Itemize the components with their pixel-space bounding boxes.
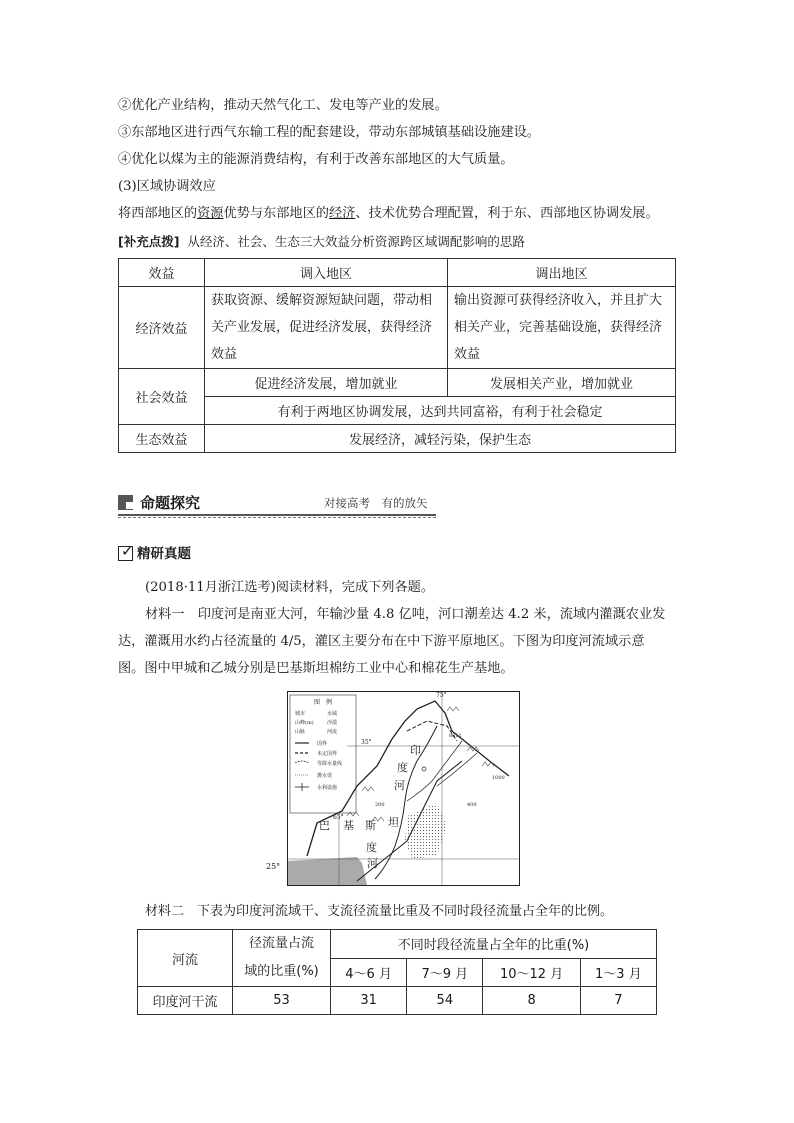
row-eco-label: 生态效益 [119,425,205,453]
th-river: 河流 [138,930,233,987]
section-heading [118,492,436,516]
cell-river: 印度河干流 [138,987,233,1015]
th-share-line1: 径流量占流 [248,936,314,951]
lon-75-label: 75° [436,692,447,699]
label-iso-1000: 1000 [492,775,505,781]
legend-border: 国界 [317,741,328,747]
th-period-3: 10～12 月 [483,958,580,987]
th-period-1: 4～6 月 [331,958,407,987]
label-he2: 河 [367,857,378,870]
cell-share: 53 [233,987,331,1015]
cell-jul-sep: 54 [407,987,483,1015]
legend-waterworks: 水利设施 [317,785,338,791]
text-line-3: ③东部地区进行西气东输工程的配套建设，带动东部城镇基础设施建设。 [118,125,540,140]
th-import-region: 调入地区 [205,259,448,287]
supplement-text: 从经济、社会、生态三大效益分析资源跨区域调配影响的思路 [187,234,525,249]
para-underline-resource: 资源 [197,206,224,221]
text-line-2: ②优化产业结构，推动天然气化工、发电等产业的发展。 [118,98,448,113]
legend-water: 水域 [327,711,338,717]
legend-mountain: 山脉 [295,729,306,735]
legend-title: 图 例 [313,699,333,706]
para-part-3: 、技术优势合理配置，利于东、西部地区协调发展。 [355,206,659,221]
label-ba: 巴 [319,819,330,832]
supplement-tag: [补充点拨] [118,234,180,249]
material1-line1: 材料一 印度河是南亚大河，年输沙量 4.8 亿吨，河口潮差达 4.2 米，流域内灌溉农业发 [145,607,666,622]
economic-export-cell: 输出资源可获得经济收入，并且扩大相关产业，完善基础设施，获得经济效益 [448,287,676,369]
question-intro: (2018·11月浙江选考)阅读材料，完成下列各题。 [145,580,435,595]
eco-common-cell: 发展经济，减轻污染，保护生态 [205,425,676,453]
social-common-cell: 有利于两地区协调发展，达到共同富裕，有利于社会稳定 [205,397,676,425]
th-period-group: 不同时段径流量占全年的比重(%) [331,930,657,959]
label-du: 度 [397,761,408,774]
label-si: 斯 [365,819,376,832]
paragraph-coordination [118,205,659,223]
label-yin: 印 [410,744,421,757]
legend-isohyet: 等降水量线 [317,761,343,767]
legend-canal: 灌水渠 [317,773,333,779]
indus-basin-map [287,691,520,886]
social-import-cell: 促进经济发展，增加就业 [205,369,448,397]
legend-desert: 沙漠 [327,720,338,726]
row-economic-label: 经济效益 [119,287,205,369]
legend-undetermined: 未定国界 [317,751,338,757]
material1-line3: 图。图中甲城和乙城分别是巴基斯坦棉纺工业中心和棉花生产基地。 [118,661,514,676]
subsection-title: 精研真题 [137,546,191,562]
lat-35-label: 35° [361,739,372,746]
label-iso-400: 400 [467,802,477,808]
map-sea [288,857,367,885]
label-he: 河 [394,779,405,792]
lat-25-label: 25° [266,862,281,871]
lon-65-label: 65° [333,814,344,821]
section-square-inner [126,502,133,509]
material2-text: 材料二 下表为印度河流域干、支流径流量比重及不同时段径流量占全年的比例。 [145,904,614,919]
label-du2: 度 [366,841,377,854]
th-period-4: 1～3 月 [580,958,656,987]
legend-peak: 山峰(m) [295,720,314,726]
subheading-regional-effect: (3)区域协调效应 [118,179,216,194]
row-social-label: 社会效益 [119,369,205,425]
social-export-cell: 发展相关产业，增加就业 [448,369,676,397]
label-iso-200: 200 [375,802,385,808]
th-period-2: 7～9 月 [407,958,483,987]
label-ji: 基 [343,819,354,832]
section-title: 命题探究 [140,494,201,512]
cell-oct-dec: 8 [483,987,580,1015]
section-rule [118,514,436,516]
text-line-4: ④优化以煤为主的能源消费结构，有利于改善东部地区的大气质量。 [118,152,514,167]
th-export-region: 调出地区 [448,259,676,287]
runoff-table [137,929,657,1015]
label-peak: 8611 [449,733,462,739]
para-part-2: 优势与东部地区的 [223,206,329,221]
economic-import-cell: 获取资源、缓解资源短缺问题，带动相关产业发展，促进经济发展，获得经济效益 [205,287,448,369]
benefit-table [118,258,676,453]
cell-jan-mar: 7 [580,987,656,1015]
material1-line2: 达，灌溉用水约占径流量的 4/5，灌区主要分布在中下游平原地区。下图为印度河流域示意 [118,634,645,649]
legend-city: 城市 [295,711,306,717]
section-rule-dashed [118,517,436,518]
checkbox-icon: ✓ [118,546,133,561]
label-tan: 坦 [388,816,399,829]
map-city-icon [422,767,426,771]
supplement-note [118,233,525,251]
th-share [233,930,331,987]
para-part-1: 将西部地区的 [118,206,198,221]
para-underline-economy: 经济 [329,206,356,221]
section-subtitle: 对接高考 有的放矢 [324,496,428,510]
cell-apr-jun: 31 [331,987,407,1015]
th-benefit: 效益 [119,259,205,287]
legend-river: 河流 [327,729,338,735]
th-share-line2: 域的比重(%) [244,964,319,979]
